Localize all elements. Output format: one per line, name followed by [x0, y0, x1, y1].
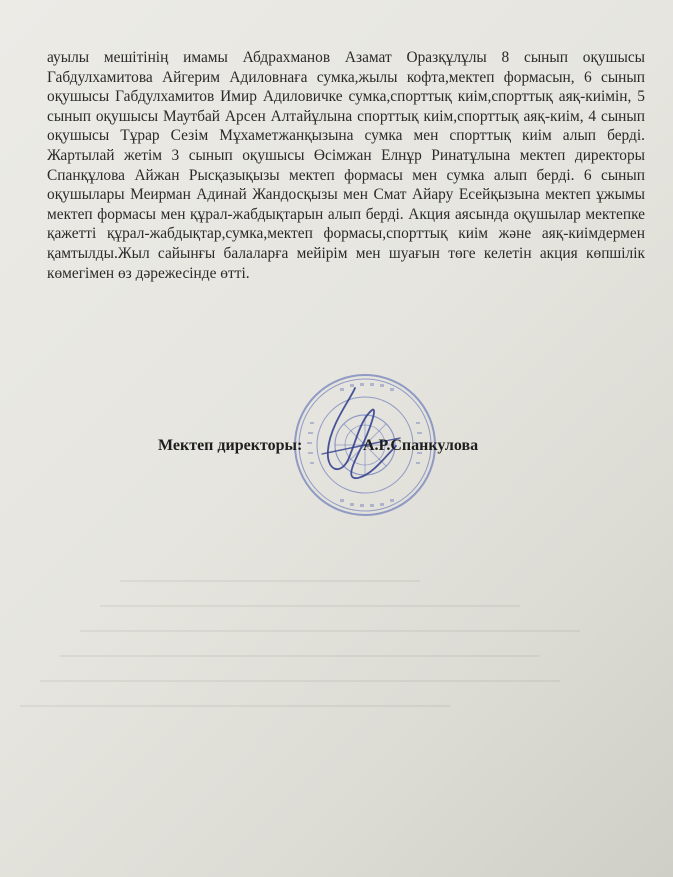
- signatory-name: А.Р.Спанкулова: [363, 437, 479, 454]
- body-paragraph: [47, 48, 645, 283]
- body-text: ауылы мешітінің имамы Абдрахманов Азамат Оразқұлұлы 8 сынып оқушысы Габдулхамитова Айгерим Адиловнаға сумка,жылы кофта,мектеп формасын, 6 сынып оқушысы Габдулхамитов Имир Адиловичке сумка,спорттық киім,спорттық аяқ-киімін, 5 сынып оқушысы Маутбай Арсен Алтайұлына спорттық киім,спорттық аяқ-киім, 4 сынып оқушысы Тұрар Сезім Мұхаметжанқызына сумка мен спорттық киім алып берді. Жартылай жетім 3 сынып оқушысы Өсімжан Елнұр Ринатұлына мектеп директоры Спанқұлова Айжан Рысқазықызы мектеп формасы мен сумка алып берді. 6 сынып оқушылары Меирман Адинай Жандосқызы мен Смат Айару Есейқызына мектеп ұжымы мектеп формасы мен құрал-жабдықтарын алып берді. Акция аясында оқушылар мектепке қажетті құрал-жабдықтар,сумка,мектеп формасы,спорттық киім және аяқ-киімдермен қамтылды.Жыл сайынғы балаларға мейірім мен шуағын төге келетін акция көпшілік көмегімен өз дәрежесінде өтті.: [47, 49, 645, 282]
- show-through-texture: [0, 560, 673, 760]
- signatory-title: Мектеп директоры:: [158, 437, 303, 454]
- signature-line: [158, 437, 479, 455]
- handwritten-signature: [300, 380, 410, 490]
